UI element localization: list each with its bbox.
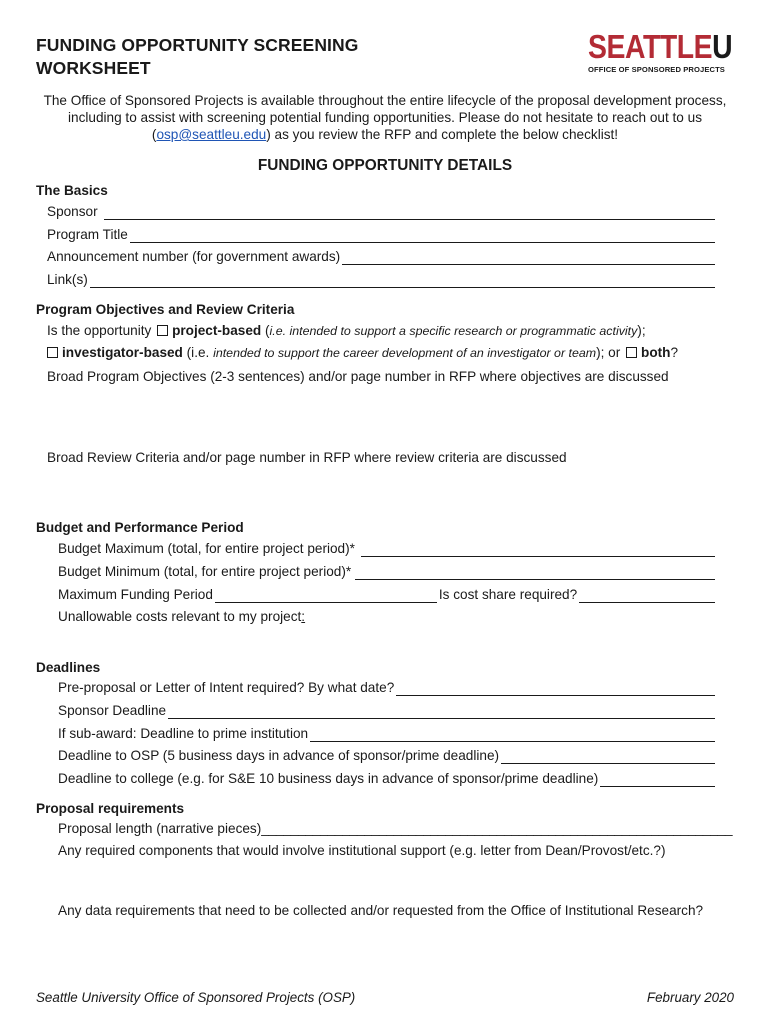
investigator-based-desc: intended to support the career development of an investigator or team bbox=[213, 346, 597, 360]
budget-maximum-field[interactable] bbox=[58, 540, 715, 557]
both-label: both bbox=[641, 345, 671, 360]
college-deadline-field[interactable] bbox=[58, 770, 715, 787]
basics-heading: The Basics bbox=[36, 183, 108, 198]
investigator-based-label: investigator-based bbox=[62, 345, 183, 360]
title-line-2: WORKSHEET bbox=[36, 58, 151, 78]
program-title-field[interactable] bbox=[47, 226, 715, 243]
section-title: FUNDING OPPORTUNITY DETAILS bbox=[257, 157, 513, 174]
cost-share-line[interactable] bbox=[579, 588, 715, 603]
inv-paren-open: (i.e. bbox=[182, 345, 214, 360]
required-components-label: Any required components that would involve institutional support (e.g. letter from Dean/Provost/etc.?) bbox=[58, 843, 666, 858]
logo-subtitle: OFFICE OF SPONSORED PROJECTS bbox=[588, 65, 725, 74]
sponsor-field[interactable] bbox=[47, 203, 715, 220]
logo-word: SEATTLE bbox=[588, 28, 713, 65]
osp-deadline-field[interactable] bbox=[58, 747, 715, 764]
links-line[interactable] bbox=[90, 273, 715, 288]
broad-review-label: Broad Review Criteria and/or page number in RFP where review criteria are discussed bbox=[47, 450, 567, 465]
both-question-mark: ? bbox=[670, 345, 679, 360]
links-label: Link(s) bbox=[47, 272, 88, 287]
subaward-deadline-label: If sub-award: Deadline to prime institution bbox=[58, 726, 309, 741]
subaward-deadline-field[interactable] bbox=[58, 725, 715, 742]
inv-paren-close: ); or bbox=[596, 345, 621, 360]
funding-period-field[interactable] bbox=[58, 586, 715, 603]
announcement-field[interactable] bbox=[47, 248, 715, 265]
max-funding-period-line[interactable] bbox=[215, 588, 437, 603]
data-requirements-label: Any data requirements that need to be collected and/or requested from the Office of Institutional Research? bbox=[58, 903, 704, 918]
program-title-label: Program Title bbox=[47, 227, 128, 242]
both-checkbox[interactable] bbox=[626, 347, 637, 358]
deadlines-heading: Deadlines bbox=[36, 660, 101, 675]
preproposal-field[interactable] bbox=[58, 679, 715, 696]
opportunity-type-line-2 bbox=[45, 345, 678, 360]
title-line-1: FUNDING OPPORTUNITY SCREENING bbox=[36, 35, 359, 55]
subaward-deadline-line[interactable] bbox=[310, 727, 715, 742]
osp-email-link[interactable]: osp@seattleu.edu bbox=[156, 127, 267, 142]
project-based-checkbox[interactable] bbox=[157, 325, 168, 336]
sponsor-line[interactable] bbox=[104, 205, 715, 220]
footer-date: February 2020 bbox=[646, 990, 734, 1005]
unallowable-costs-colon: : bbox=[301, 609, 306, 624]
osp-deadline-label: Deadline to OSP (5 business days in advance of sponsor/prime deadline) bbox=[58, 748, 500, 763]
opportunity-question: Is the opportunity bbox=[47, 323, 152, 338]
seattleu-logo bbox=[588, 30, 734, 80]
proposal-length-label: Proposal length (narrative pieces) bbox=[58, 821, 262, 836]
budget-heading: Budget and Performance Period bbox=[36, 520, 244, 535]
cost-share-label: Is cost share required? bbox=[438, 587, 578, 602]
investigator-based-checkbox[interactable] bbox=[47, 347, 58, 358]
intro-line-3-rest: ) as you review the RFP and complete the below checklist! bbox=[266, 127, 619, 142]
sponsor-deadline-line[interactable] bbox=[168, 704, 715, 719]
project-based-label: project-based bbox=[172, 323, 262, 338]
budget-minimum-field[interactable] bbox=[58, 563, 715, 580]
unallowable-costs-text: Unallowable costs relevant to my project bbox=[58, 609, 302, 624]
logo-wordmark bbox=[588, 28, 733, 65]
page-title bbox=[36, 34, 456, 80]
intro-line-2: including to assist with screening potential funding opportunities. Please do not hesitate to reach out to us bbox=[67, 110, 703, 125]
budget-maximum-label: Budget Maximum (total, for entire project period)* bbox=[58, 541, 355, 556]
announcement-line[interactable] bbox=[342, 250, 715, 265]
osp-deadline-line[interactable] bbox=[501, 749, 715, 764]
project-paren-open: ( bbox=[261, 323, 270, 338]
broad-objectives-label: Broad Program Objectives (2-3 sentences) and/or page number in RFP where objectives are discussed bbox=[47, 369, 669, 384]
sponsor-deadline-label: Sponsor Deadline bbox=[58, 703, 167, 718]
max-funding-period-label: Maximum Funding Period bbox=[58, 587, 213, 602]
intro-line-1: The Office of Sponsored Projects is available throughout the entire lifecycle of the proposal development process, bbox=[43, 93, 727, 108]
intro-paragraph bbox=[30, 92, 740, 143]
preproposal-label: Pre-proposal or Letter of Intent required? By what date? bbox=[58, 680, 395, 695]
project-paren-close: ); bbox=[637, 323, 646, 338]
logo-letter: U bbox=[712, 28, 733, 65]
college-deadline-label: Deadline to college (e.g. for S&E 10 business days in advance of sponsor/prime deadline) bbox=[58, 771, 599, 786]
project-based-desc: i.e. intended to support a specific research or programmatic activity bbox=[269, 324, 638, 338]
preproposal-line[interactable] bbox=[396, 681, 715, 696]
footer-office: Seattle University Office of Sponsored Projects (OSP) bbox=[36, 990, 356, 1005]
proposal-length-blank[interactable]: ________________________________________________________________ bbox=[261, 821, 733, 836]
sponsor-deadline-field[interactable] bbox=[58, 702, 715, 719]
proposal-length-field[interactable] bbox=[58, 821, 732, 836]
budget-minimum-label: Budget Minimum (total, for entire project period)* bbox=[58, 564, 352, 579]
intro-line-3 bbox=[30, 126, 740, 143]
proposal-heading: Proposal requirements bbox=[36, 801, 185, 816]
opportunity-type-line-1 bbox=[47, 323, 646, 338]
program-title-line[interactable] bbox=[130, 228, 715, 243]
objectives-heading: Program Objectives and Review Criteria bbox=[36, 302, 295, 317]
college-deadline-line[interactable] bbox=[600, 772, 715, 787]
sponsor-label: Sponsor bbox=[47, 204, 98, 219]
links-field[interactable] bbox=[47, 271, 715, 288]
budget-minimum-line[interactable] bbox=[355, 565, 715, 580]
announcement-label: Announcement number (for government awards) bbox=[47, 249, 341, 264]
unallowable-costs-label bbox=[58, 609, 305, 624]
budget-maximum-line[interactable] bbox=[361, 542, 715, 557]
intro-paren: ( bbox=[151, 127, 157, 142]
